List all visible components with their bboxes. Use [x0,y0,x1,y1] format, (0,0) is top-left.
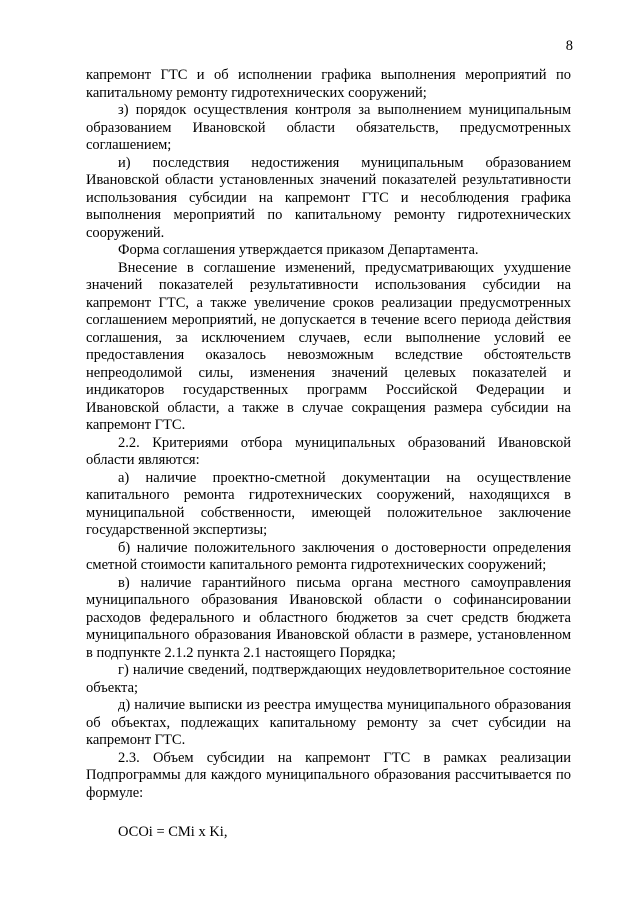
paragraph-continuation: капремонт ГТС и об исполнении графика выполнения мероприятий по капитальному ремонту гидротехнических сооружений; [86,67,571,101]
paragraph-agreement-changes: Внесение в соглашение изменений, предусматривающих ухудшение значений показателей результативности использования субсидии на капремонт ГТС, а также увеличение сроков реализации предусмотренных соглашением мероприятий, не допускается в течение всего периода действия соглашения, за исключением случаев, если выполнение условий ее предоставления оказалось невозможным вследствие обстоятельств непреодолимой силы, изменения значений целевых показателей и индикаторов государственных программ Российской Федерации и Ивановской области, а также в случае сокращения размера субсидии на капремонт ГТС. [86,259,571,433]
paragraph-item-g: г) наличие сведений, подтверждающих неудовлетворительное состояние объекта; [86,662,571,696]
paragraph-item-d: д) наличие выписки из реестра имущества муниципального образования об объектах, подлежащих капитальному ремонту за счет субсидии на капремонт ГТС. [86,697,571,748]
paragraph-item-z: з) порядок осуществления контроля за выполнением муниципальным образованием Ивановской области обязательств, предусмотренных соглашением; [86,102,571,153]
formula: ОСОi = СМi x Ki, [118,824,228,840]
paragraph-item-i: и) последствия недостижения муниципальным образованием Ивановской области установленных значений показателей результативности использования субсидии на капремонт ГТС и несоблюдения графика выполнения мероприятий по капитальному ремонту гидротехнических сооружений. [86,154,571,241]
paragraph-section-2-3: 2.3. Объем субсидии на капремонт ГТС в рамках реализации Подпрограммы для каждого муниципального образования рассчитывается по формуле: [86,749,571,801]
paragraph-section-2-2: 2.2. Критериями отбора муниципальных образований Ивановской области являются: [86,434,571,468]
paragraph-item-a: а) наличие проектно-сметной документации на осуществление капитального ремонта гидротехнических сооружений, находящихся в муниципальной собственности, имеющей положительное заключение государственной экспертизы; [86,469,571,538]
document-body [86,67,571,842]
paragraph-agreement-form: Форма соглашения утверждается приказом Департамента. [118,242,479,258]
paragraph-item-v: в) наличие гарантийного письма органа местного самоуправления муниципального образования Ивановской области о софинансировании расходов федерального и областного бюджетов за счет средств бюджета муниципального образования Ивановской области в размере, установленном в подпункте 2.1.2 пункта 2.1 настоящего Порядка; [86,574,571,661]
paragraph-item-b: б) наличие положительного заключения о достоверности определения сметной стоимости капитального ремонта гидротехнических сооружений; [86,539,571,573]
page-number: 8 [565,38,573,54]
